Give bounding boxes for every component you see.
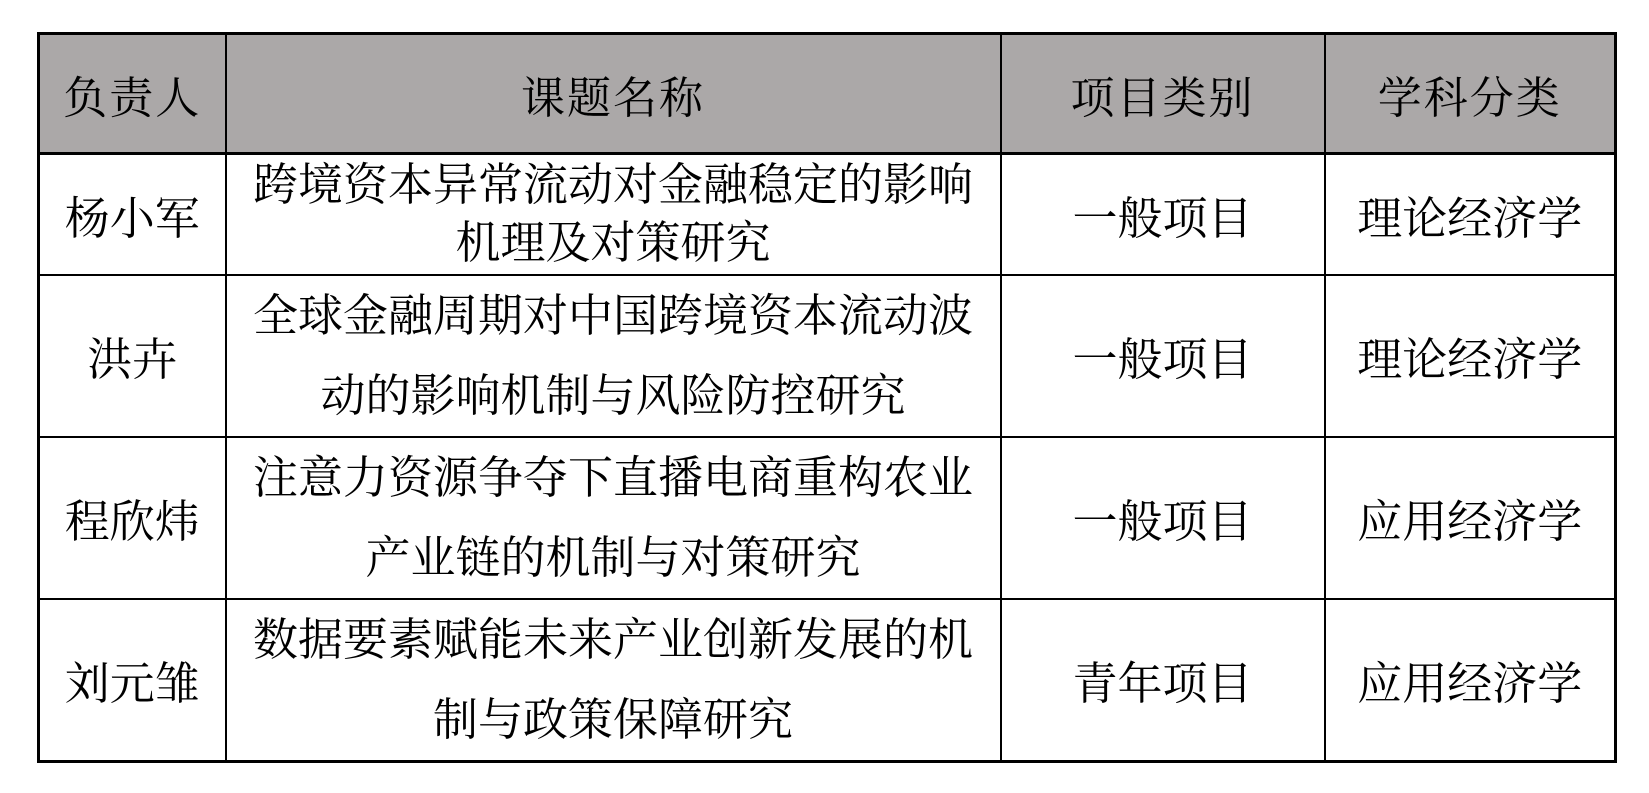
- title-cell: [226, 154, 1001, 275]
- title-line-2: 动的影响机制与风险防控研究: [320, 368, 906, 422]
- category-cell: 一般项目: [1001, 437, 1325, 599]
- projects-table: [37, 32, 1617, 763]
- discipline-cell: 理论经济学: [1325, 275, 1616, 437]
- title-line-1: 跨境资本异常流动对金融稳定的影响: [252, 158, 973, 212]
- table-row: [39, 275, 1616, 437]
- title-cell: [226, 437, 1001, 599]
- title-line-1: 注意力资源争夺下直播电商重构农业: [252, 450, 973, 504]
- title-line-1: 数据要素赋能未来产业创新发展的机: [252, 612, 973, 666]
- column-header-category: 项目类别: [1001, 34, 1325, 154]
- column-header-title: 课题名称: [226, 34, 1001, 154]
- leader-cell: 洪卉: [39, 275, 226, 437]
- column-header-leader: 负责人: [39, 34, 226, 154]
- title-cell: [226, 275, 1001, 437]
- table-row: [39, 154, 1616, 275]
- title-line-1: 全球金融周期对中国跨境资本流动波: [252, 288, 973, 342]
- title-cell: [226, 599, 1001, 762]
- discipline-cell: 应用经济学: [1325, 437, 1616, 599]
- category-cell: 一般项目: [1001, 154, 1325, 275]
- header-row: [39, 34, 1616, 154]
- column-header-discipline: 学科分类: [1325, 34, 1616, 154]
- leader-cell: 刘元雏: [39, 599, 226, 762]
- discipline-cell: 应用经济学: [1325, 599, 1616, 762]
- category-cell: 一般项目: [1001, 275, 1325, 437]
- title-line-2: 产业链的机制与对策研究: [365, 530, 861, 584]
- table-row: [39, 599, 1616, 762]
- table-row: [39, 437, 1616, 599]
- category-cell: 青年项目: [1001, 599, 1325, 762]
- leader-cell: 程欣炜: [39, 437, 226, 599]
- title-line-2: 机理及对策研究: [455, 216, 771, 270]
- leader-cell: 杨小军: [39, 154, 226, 275]
- discipline-cell: 理论经济学: [1325, 154, 1616, 275]
- title-line-2: 制与政策保障研究: [432, 692, 793, 746]
